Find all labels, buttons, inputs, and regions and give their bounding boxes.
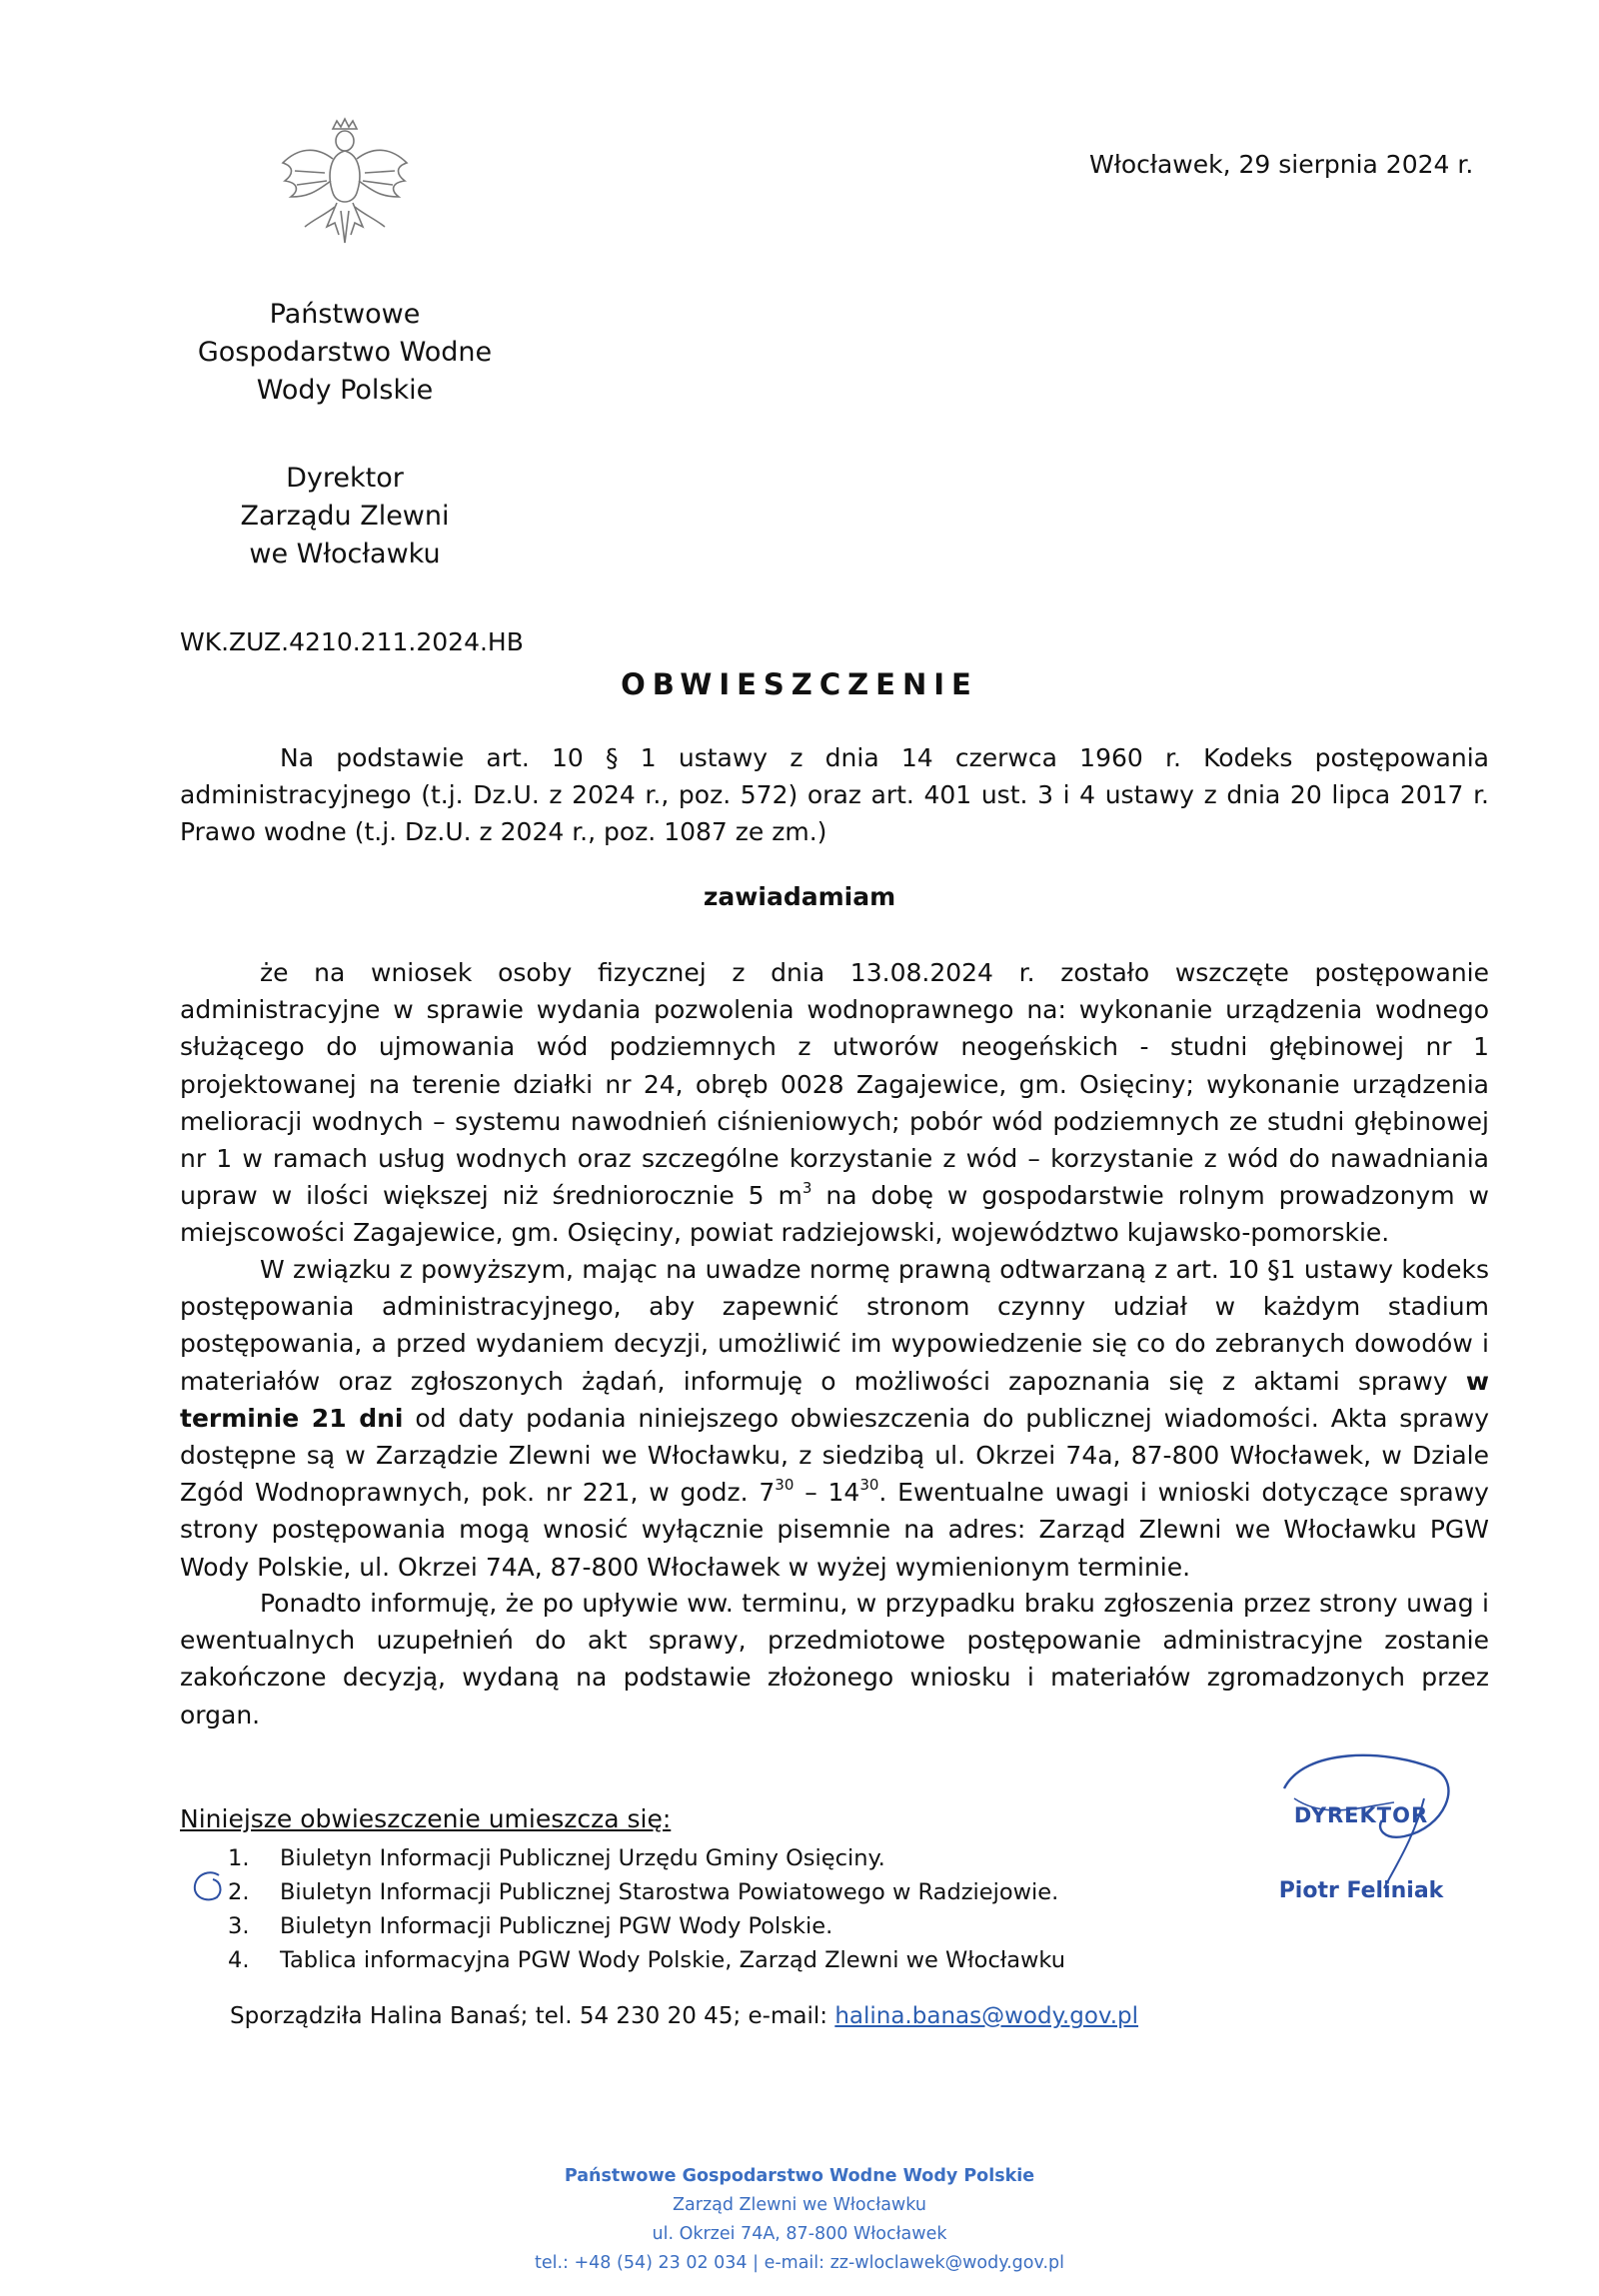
prepared-text: Sporządziła Halina Banaś; tel. 54 230 20 45; e-mail: — [230, 2003, 835, 2029]
footer-line: tel.: +48 (54) 23 02 034 | e-mail: zz-wloclawek@wody.gov.pl — [535, 2253, 1064, 2273]
text-span: na dobę w gospodarstwie rolnym prowadzonym w miejscowości Zagajewice, gm. Osięciny, powiat radziejowski, województwo kujawsko-pomorskie. — [180, 1181, 1489, 1248]
footer-line: Państwowe Gospodarstwo Wodne Wody Polskie — [564, 2166, 1035, 2186]
text-span: od daty podania niniejszego obwieszczenia do publicznej wiadomości. Akta sprawy dostępne są w Zarządzie Zlewni we Włocławku, z siedzibą ul. Okrzei 74a, 87-800 Włocławek, w Dziale Zgód Wodnoprawnych, pok. nr 221, w godz. 7 — [180, 1403, 1489, 1508]
email-link[interactable]: halina.banas@wody.gov.pl — [834, 2003, 1139, 2029]
reference-number: WK.ZUZ.4210.211.2024.HB — [180, 627, 524, 656]
list-number: 4. — [228, 1947, 250, 1973]
placement-list — [228, 1841, 1065, 1977]
placement-heading: Niniejsze obwieszczenie umieszcza się: — [180, 1804, 672, 1833]
director-line: Dyrektor — [286, 463, 404, 494]
announce-word: zawiadamiam — [703, 882, 896, 911]
list-item — [228, 1875, 1065, 1909]
institution-line: Wody Polskie — [256, 375, 434, 406]
institution-name — [165, 296, 525, 410]
paragraph-proceedings — [180, 954, 1489, 1252]
handwritten-circle-icon — [191, 1869, 225, 1903]
prepared-by — [230, 2003, 1138, 2029]
list-text: Tablica informacyjna PGW Wody Polskie, Zarząd Zlewni we Włocławku — [280, 1947, 1065, 1973]
text-span: W związku z powyższym, mając na uwadze normę prawną odtwarzaną z art. 10 §1 ustawy kodeks postępowania administracyjnego, aby zapewnić stronom czynny udział w każdym stadium postępowania, a przed wydaniem decyzji, umożliwić im wypowiedzenie się co do zebranych dowodów i materiałów oraz zgłoszonych żądań, informuję o możliwości zapoznania się z aktami sprawy — [180, 1255, 1489, 1396]
list-text: Biuletyn Informacji Publicznej PGW Wody Polskie. — [280, 1913, 833, 1939]
text-span: że na wniosek osoby fizycznej z dnia 13.08.2024 r. zostało wszczęte postępowanie administracyjne w sprawie wydania pozwolenia wodnoprawnego na: wykonanie urządzenia wodnego służącego do ujmowania wód podziemnych z utworów neogeńskich - studni głębinowej nr 1 projektowanej na terenie działki nr 24, obręb 0028 Zagajewice, gm. Osięciny; wykonanie urządzenia melioracji wodnych – systemu nawodnień ciśnieniowych; pobór wód podziemnych ze studni głębinowej nr 1 w ramach usług wodnych oraz szczególne korzystanie z wód – korzystanie z wód do nawadniania upraw w ilości większej niż średniorocznie 5 m — [180, 958, 1489, 1211]
footer-line: Zarząd Zlewni we Włocławku — [673, 2195, 926, 2215]
white-eagle-emblem-icon — [275, 115, 415, 250]
institution-line: Gospodarstwo Wodne — [197, 337, 493, 368]
list-item — [228, 1841, 1065, 1875]
paragraph-access-files — [180, 1251, 1489, 1586]
list-number: 2. — [228, 1879, 250, 1905]
text-span: – 14 — [794, 1478, 860, 1508]
legal-basis-paragraph: Na podstawie art. 10 § 1 ustawy z dnia 14 czerwca 1960 r. Kodeks postępowania administracyjnego (t.j. Dz.U. z 2024 r., poz. 572) oraz art. 401 ust. 3 i 4 ustawy z dnia 20 lipca 2017 r. Prawo wodne (t.j. Dz.U. z 2024 r., poz. 1087 ze zm.) — [180, 743, 1489, 847]
signature-name: Piotr Feliniak — [1278, 1878, 1444, 1903]
deadline-bold: w terminie 21 dni — [180, 1366, 1489, 1433]
document-date: Włocławek, 29 sierpnia 2024 r. — [1089, 150, 1474, 179]
signature-title: DYREKTOR — [1293, 1803, 1429, 1827]
director-line: we Włocławku — [249, 539, 441, 570]
director-line: Zarządu Zlewni — [240, 501, 450, 532]
list-text: Biuletyn Informacji Publicznej Urzędu Gminy Osięciny. — [280, 1845, 885, 1871]
superscript: 30 — [775, 1475, 795, 1494]
text-span: . Ewentualne uwagi i wnioski dotyczące sprawy strony postępowania mogą wnosić wyłącznie pisemnie na adres: Zarząd Zlewni we Włocławku PGW Wody Polskie, ul. Okrzei 74A, 87-800 Włocławek w wyżej wymienionym terminie. — [180, 1478, 1489, 1582]
document-title: OBWIESZCZENIE — [621, 667, 978, 701]
paragraph-conclusion: Ponadto informuję, że po upływie ww. terminu, w przypadku braku zgłoszenia przez strony uwag i ewentualnych uzupełnień do akt sprawy, przedmiotowe postępowanie administracyjne zostanie zakończone decyzją, wydaną na podstawie złożonego wniosku i materiałów zgromadzonych przez organ. — [180, 1589, 1489, 1729]
list-item — [228, 1909, 1065, 1943]
superscript: 30 — [859, 1475, 879, 1494]
list-item — [228, 1943, 1065, 1977]
institution-line: Państwowe — [269, 299, 421, 330]
superscript: 3 — [801, 1178, 812, 1197]
list-text: Biuletyn Informacji Publicznej Starostwa Powiatowego w Radziejowie. — [280, 1879, 1059, 1905]
director-name — [165, 460, 525, 574]
list-number: 1. — [228, 1845, 250, 1871]
list-number: 3. — [228, 1913, 250, 1939]
footer-line: ul. Okrzei 74A, 87-800 Włocławek — [652, 2224, 947, 2244]
